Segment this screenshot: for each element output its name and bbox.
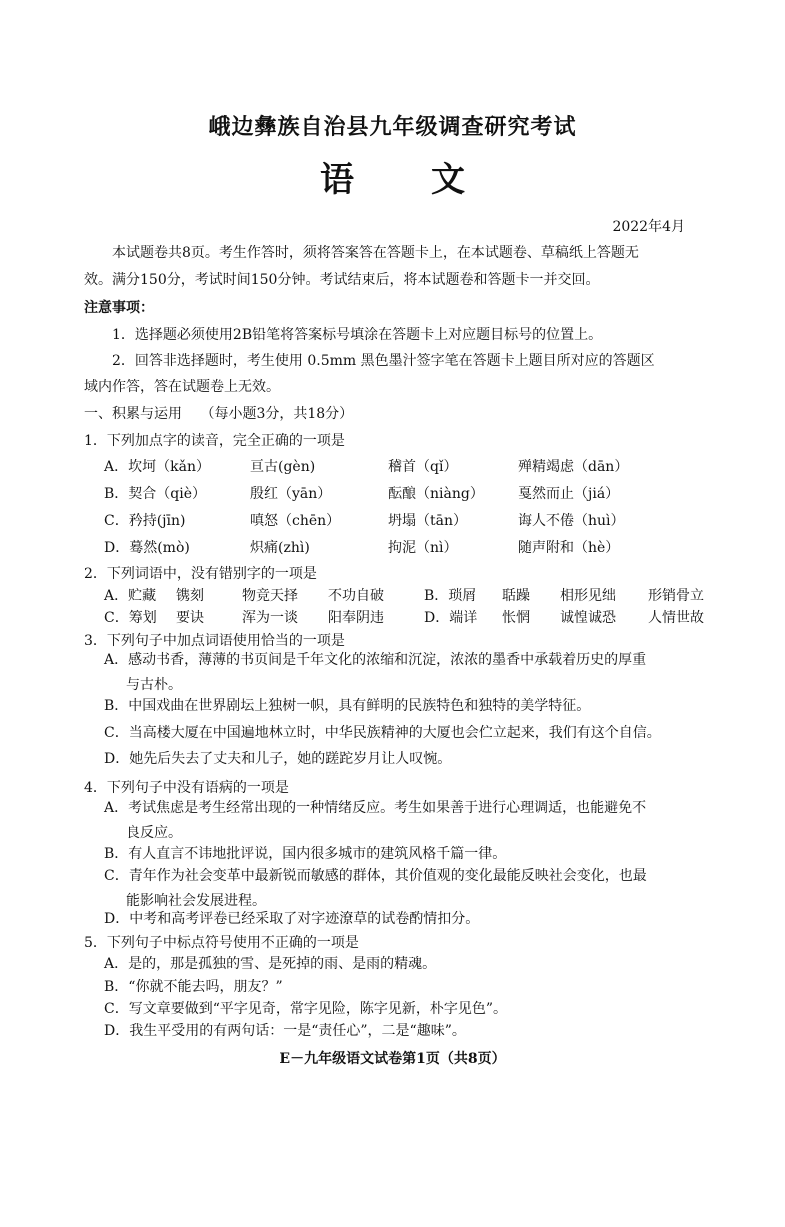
intro-line-2: 效。满分150分，考试时间150分钟。考试结束后，将本试题卷和答题卡一并交回。	[84, 272, 600, 288]
q3-option-d: D．她先后失去了丈夫和儿子，她的蹉跎岁月让人叹惋。	[104, 751, 452, 767]
q1-a-1: A．坎坷（kǎn）	[104, 459, 210, 475]
q1-b-3: 酝酿（niàng）	[388, 486, 484, 502]
q2-option-row-cd	[104, 607, 724, 627]
q4-a-line-2: 良反应。	[126, 825, 182, 841]
q5-option-a: A．是的，那是孤独的雪、是死掉的雨、是雨的精魂。	[104, 956, 437, 972]
q2-ab-5: B．琐屑	[424, 588, 477, 604]
q3-option-a	[104, 648, 706, 698]
q2-ab-4: 不功自破	[328, 588, 384, 604]
q2-ab-1: A．贮藏	[104, 588, 157, 604]
q4-option-a	[104, 796, 706, 846]
q4-option-d: D．中考和高考评卷已经采取了对字迹潦草的试卷酌情扣分。	[104, 911, 480, 927]
q1-option-row-a	[104, 456, 704, 476]
q2-cd-6: 怅惘	[502, 610, 530, 626]
subject-heading	[320, 152, 465, 201]
q2-option-row-ab	[104, 585, 724, 605]
q4-c-line-1: C．青年作为社会变革中最新锐而敏感的群体，其价值观的变化最能反映社会变化，也最	[104, 868, 647, 884]
q2-ab-3: 物竞天择	[242, 588, 298, 604]
q2-cd-3: 浑为一谈	[242, 610, 298, 626]
q3-a-line-2: 与古朴。	[126, 677, 182, 693]
q1-option-row-b	[104, 483, 704, 503]
subject-char-2: 文	[431, 160, 465, 200]
q1-a-3: 稽首（qǐ）	[388, 459, 458, 475]
q1-d-4: 随声附和（hè）	[518, 540, 620, 556]
notice-item-1: 1．选择题必须使用2B铅笔将答案标号填涂在答题卡上对应题目标号的位置上。	[112, 327, 603, 343]
q4-a-line-1: A．考试焦虑是考生经常出现的一种情绪反应。考生如果善于进行心理调适，也能避免不	[104, 800, 647, 816]
q1-d-2: 炽痛(zhì)	[250, 540, 310, 556]
section-score-note: （每小题3分，共18分）	[200, 406, 354, 422]
q1-a-2: 亘古(gèn)	[250, 459, 316, 475]
q1-b-4: 戛然而止（jiá）	[518, 486, 620, 502]
q1-b-2: 殷红（yān）	[250, 486, 332, 502]
q1-option-row-c	[104, 510, 704, 530]
q3-stem: 3．下列句子中加点词语使用恰当的一项是	[84, 633, 345, 649]
q3-option-b: B．中国戏曲在世界剧坛上独树一帜，具有鲜明的民族特色和独特的美学特征。	[104, 698, 591, 714]
q2-cd-2: 要诀	[176, 610, 204, 626]
q1-b-1: B．契合（qiè）	[104, 486, 207, 502]
q1-c-3: 坍塌（tān）	[388, 513, 467, 529]
q3-option-c: C．当高楼大厦在中国遍地林立时，中华民族精神的大厦也会伫立起来，我们有这个自信。	[104, 725, 661, 741]
intro-line-1: 本试题卷共8页。考生作答时，须将答案答在答题卡上，在本试题卷、草稿纸上答题无	[112, 245, 639, 261]
q5-option-b: B．“你就不能去吗，朋友？”	[104, 979, 283, 995]
q1-c-1: C．矜持(jīn)	[104, 513, 186, 529]
q2-cd-7: 诚惶诚恐	[560, 610, 616, 626]
q2-ab-6: 聒躁	[502, 588, 530, 604]
q4-stem: 4．下列句子中没有语病的一项是	[84, 780, 289, 796]
q1-c-4: 诲人不倦（huì）	[518, 513, 625, 529]
q2-cd-8: 人情世故	[648, 610, 704, 626]
page-footer: E－九年级语文试卷第1页（共8页）	[279, 1051, 506, 1067]
q5-stem: 5．下列句子中标点符号使用不正确的一项是	[84, 935, 359, 951]
q2-ab-8: 形销骨立	[648, 588, 704, 604]
q3-a-line-1: A．感动书香，薄薄的书页间是千年文化的浓缩和沉淀，浓浓的墨香中承载着历史的厚重	[104, 652, 647, 668]
q1-d-3: 拘泥（nì）	[388, 540, 458, 556]
notice-item-2-line-2: 域内作答，答在试题卷上无效。	[84, 379, 280, 395]
notice-item-2-line-1: 2．回答非选择题时，考生使用 0.5mm 黑色墨汁签字笔在答题卡上题目所对应的答题区	[112, 353, 655, 369]
q5-option-d: D．我生平受用的有两句话：一是“责任心”，二是“趣味”。	[104, 1023, 466, 1039]
q1-a-4: 殚精竭虑（dān）	[518, 459, 629, 475]
exam-date: 2022年4月	[612, 219, 685, 235]
q1-d-1: D．蓦然(mò)	[104, 540, 190, 556]
section-title: 一、积累与运用	[84, 406, 182, 422]
q4-option-b: B．有人直言不讳地批评说，国内很多城市的建筑风格千篇一律。	[104, 846, 507, 862]
exam-title: 峨边彝族自治县九年级调查研究考试	[208, 115, 577, 140]
q2-ab-7: 相形见绌	[560, 588, 616, 604]
q5-option-c: C．写文章要做到“平字见奇，常字见险，陈字见新，朴字见色”。	[104, 1001, 508, 1017]
q2-stem: 2．下列词语中，没有错别字的一项是	[84, 566, 317, 582]
q1-c-2: 嗔怒（chēn）	[250, 513, 341, 529]
q2-cd-1: C．筹划	[104, 610, 157, 626]
q1-stem: 1．下列加点字的读音，完全正确的一项是	[84, 433, 345, 449]
q2-cd-5: D．端详	[424, 610, 478, 626]
q2-ab-2: 镌刻	[176, 588, 204, 604]
q2-cd-4: 阳奉阴违	[328, 610, 384, 626]
notice-heading: 注意事项：	[84, 300, 154, 316]
q1-option-row-d	[104, 537, 704, 557]
section-heading	[84, 403, 353, 423]
q4-c-line-2: 能影响社会发展进程。	[126, 893, 266, 909]
subject-char-1: 语	[320, 160, 354, 200]
